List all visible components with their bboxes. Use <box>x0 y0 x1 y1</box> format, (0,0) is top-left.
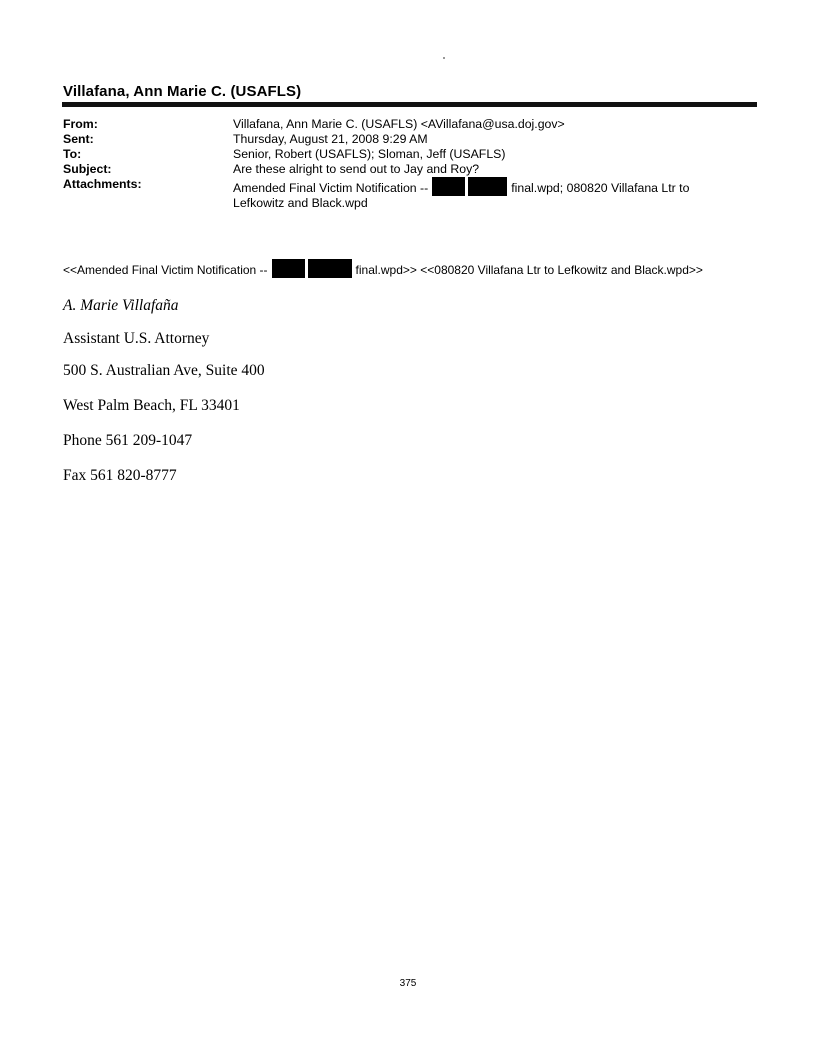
subject-value: Are these alright to send out to Jay and Roy? <box>233 162 480 176</box>
signature-address-line2: West Palm Beach, FL 33401 <box>63 397 240 414</box>
to-value: Senior, Robert (USAFLS); Sloman, Jeff (USAFLS) <box>233 147 506 161</box>
email-headers <box>63 117 763 211</box>
attachments-value-end: final.wpd; 080820 Villafana Ltr to Lefkowitz and Black.wpd <box>233 181 690 210</box>
sent-value: Thursday, August 21, 2008 9:29 AM <box>233 132 428 146</box>
signature-phone: Phone 561 209-1047 <box>63 432 193 449</box>
redaction-block <box>432 177 465 196</box>
from-value: Villafana, Ann Marie C. (USAFLS) <AVillafana@usa.doj.gov> <box>233 117 565 131</box>
to-row <box>63 147 763 162</box>
signature-address-line1: 500 S. Australian Ave, Suite 400 <box>63 362 265 379</box>
body-line-end: final.wpd>> <<080820 Villafana Ltr to Lefkowitz and Black.wpd>> <box>355 263 703 277</box>
redaction-block <box>468 177 507 196</box>
redaction-block <box>272 259 305 278</box>
signature-fax: Fax 561 820-8777 <box>63 467 177 484</box>
sent-label: Sent: <box>63 132 94 146</box>
scan-speck <box>443 57 445 59</box>
from-row <box>63 117 763 132</box>
signature-title: Assistant U.S. Attorney <box>63 330 210 347</box>
attachments-row <box>63 177 763 211</box>
attachments-label: Attachments: <box>63 177 142 191</box>
sender-heading: Villafana, Ann Marie C. (USAFLS) <box>63 83 302 100</box>
subject-label: Subject: <box>63 162 112 176</box>
attachments-value-start: Amended Final Victim Notification -- <box>233 181 429 195</box>
redaction-block <box>308 259 352 278</box>
from-label: From: <box>63 117 98 131</box>
signature-name: A. Marie Villafaña <box>63 297 179 314</box>
page-number: 375 <box>399 978 417 989</box>
attachments-value <box>233 177 743 211</box>
to-label: To: <box>63 147 82 161</box>
email-body-attachment-line <box>63 259 703 278</box>
subject-row <box>63 162 763 177</box>
sent-row <box>63 132 763 147</box>
heading-rule <box>62 102 757 107</box>
body-line-start: <<Amended Final Victim Notification -- <box>63 263 268 277</box>
